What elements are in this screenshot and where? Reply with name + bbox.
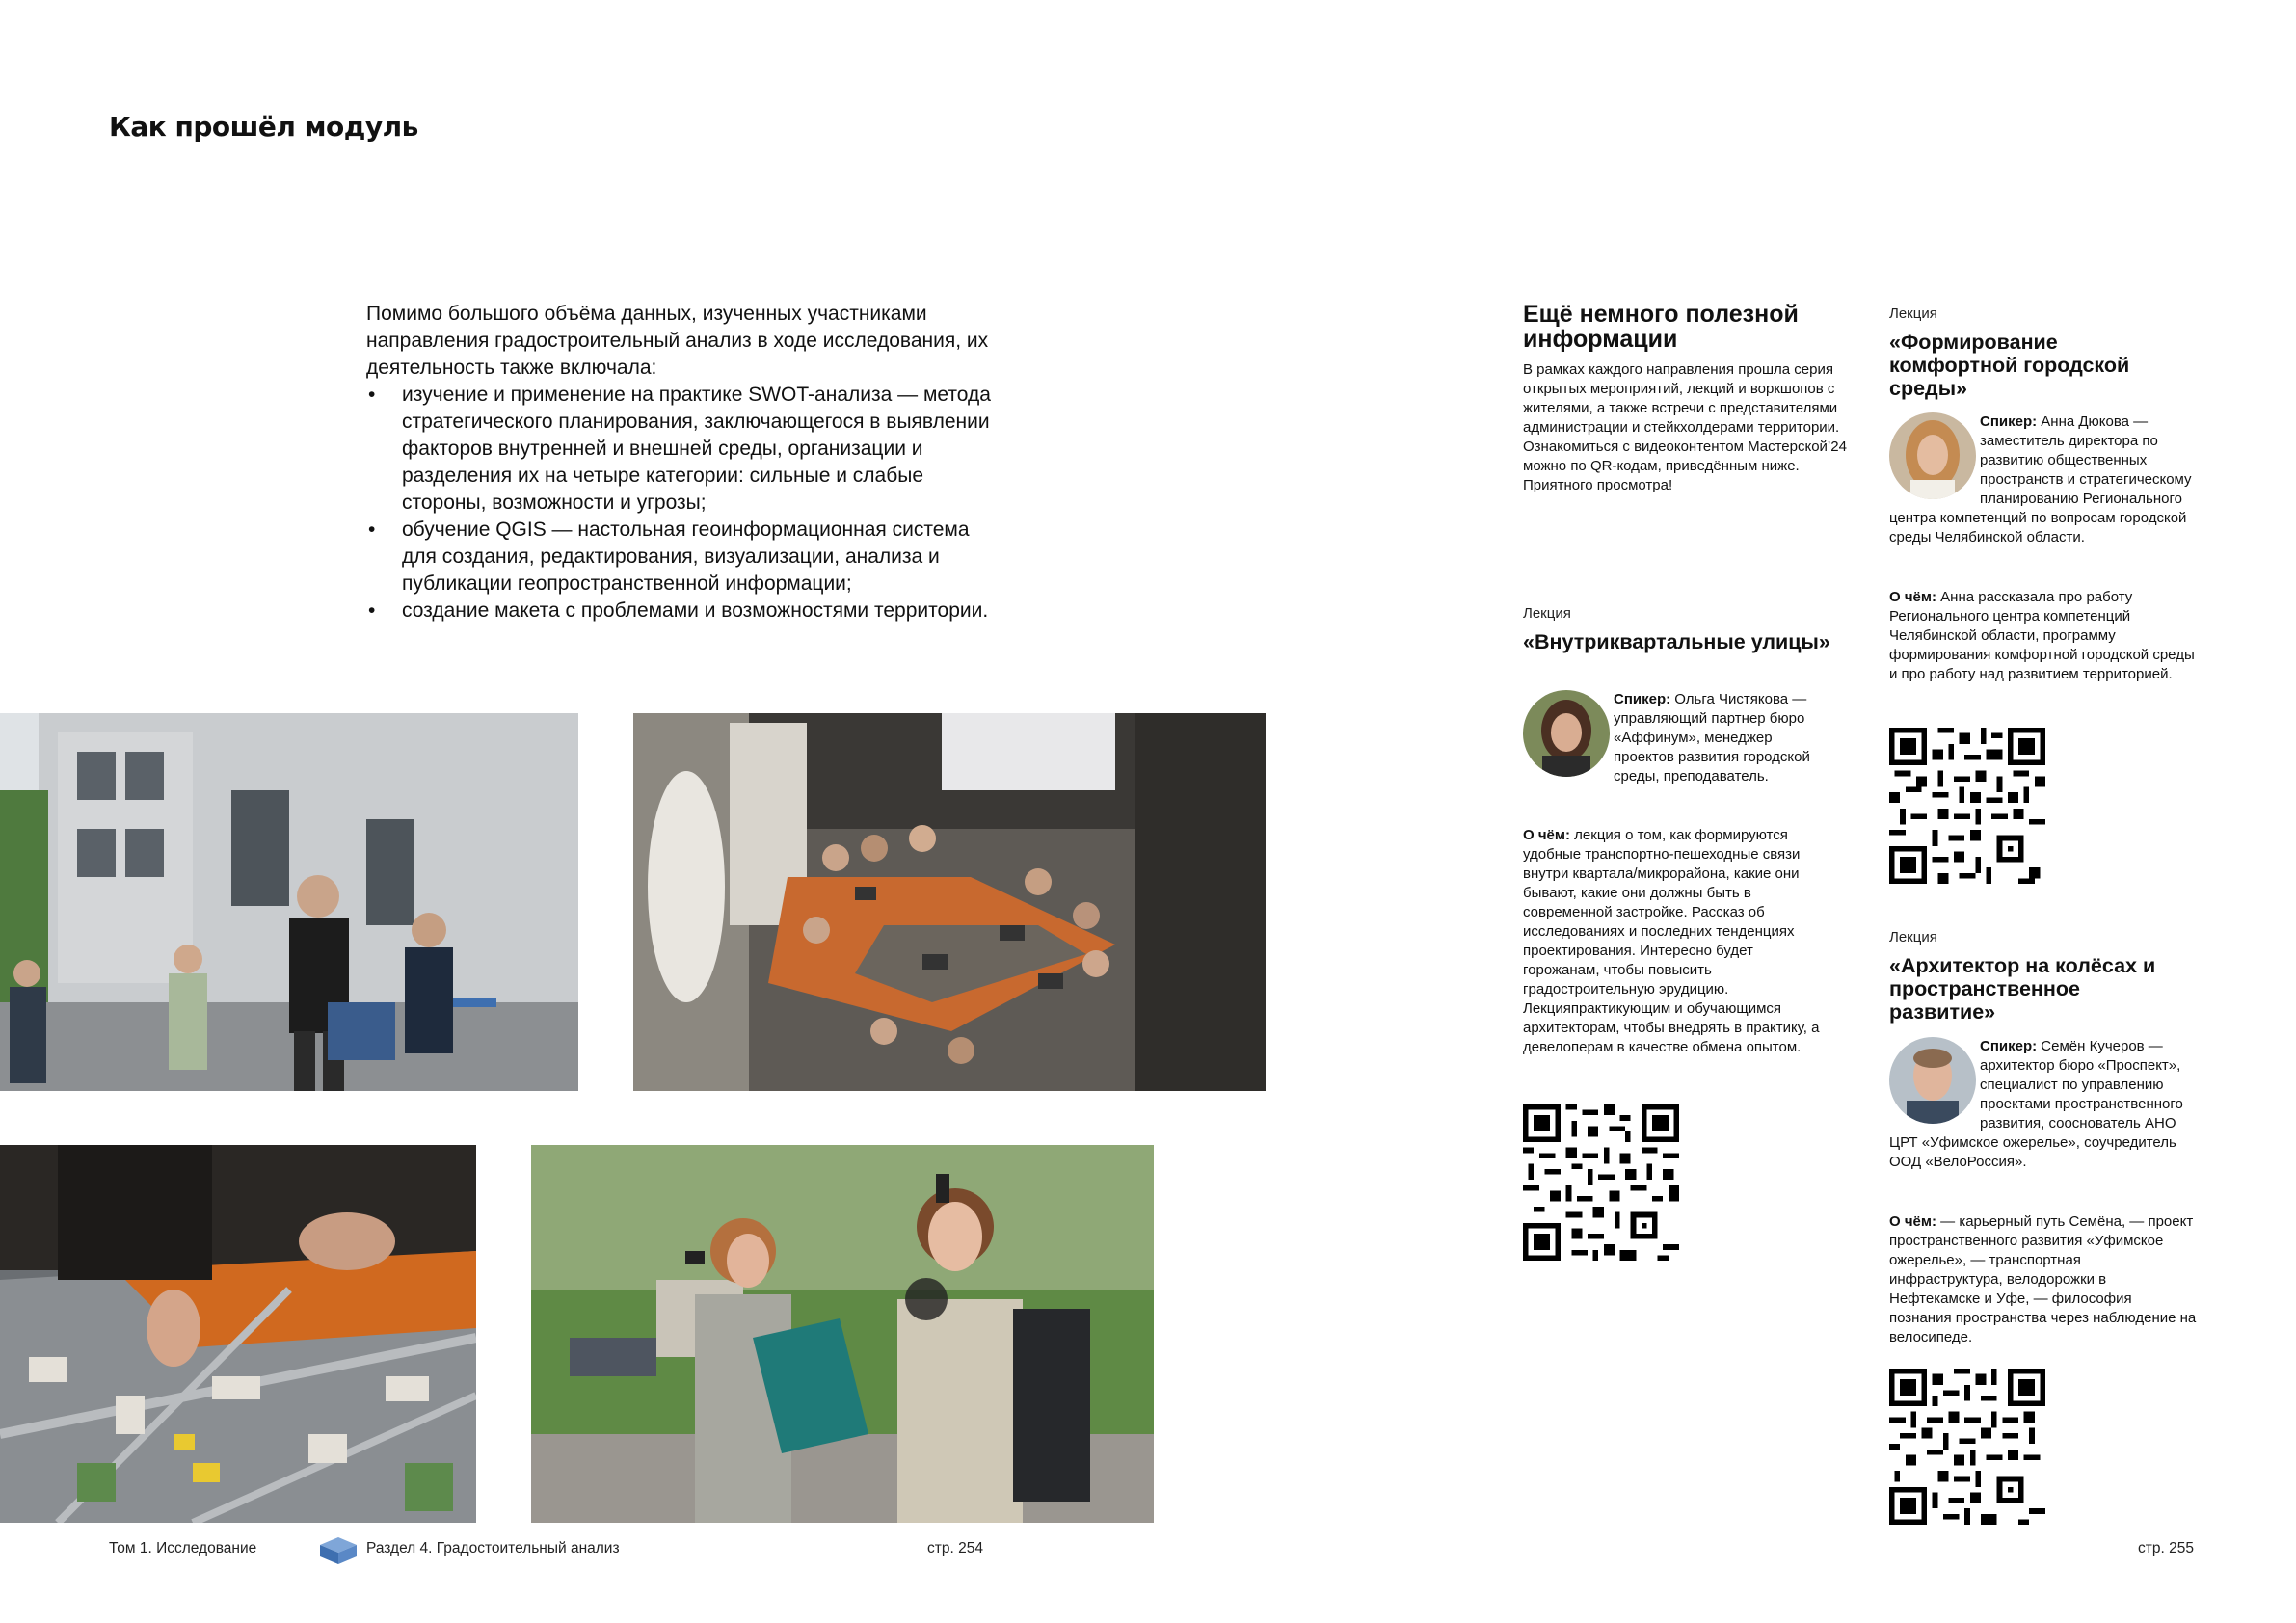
page-title: Как прошёл модуль [109,111,418,143]
section-cube-icon [318,1535,359,1566]
lecture-label: Лекция [1889,306,1937,322]
lecture-speaker [1523,690,1831,786]
about-text: Анна рассказала про работу Регионального центра компетенций Челябинской области, программу формирования комфортной городской среды и про работу над развитием территорией. [1889,589,2195,682]
photo-street-walk [0,713,578,1091]
lecture-label: Лекция [1889,929,1937,945]
photo-workshop-room [633,713,1266,1091]
lecture-about [1889,1212,2198,1347]
lecture-title: «Архитектор на колёсах и пространственное развитие» [1889,954,2156,1024]
about-label: О чём: [1523,827,1570,843]
speaker-label: Спикер: [1614,691,1671,707]
about-label: О чём: [1889,589,1936,605]
footer-page-right: стр. 255 [2138,1540,2194,1556]
about-text: лекция о том, как формируются удобные транспортно-пешеходные связи внутри квартала/микрорайона, какие они бывают, какие они должны быть в современной застройке. Рассказ об исследованиях и последних тенденциях проектирования. Интересно будет горожанам, чтобы повысить градостроительную эрудицию. Лекцияпрактикующим и обучающимся архитекторам, чтобы внедрять в практику, а девелоперам в качестве обмена опытом. [1523,827,1820,1055]
qr-code[interactable] [1889,1369,2045,1525]
intro-bullet: • обучение QGIS — настольная геоинформационная система для создания, редактирования, визуализации, анализа и публикации геопространственной информации; [366,517,1002,598]
lecture-speaker [1889,412,2198,547]
speaker-avatar [1523,690,1610,777]
photo-city-model [0,1145,476,1523]
info-body: В рамках каждого направления прошла серия открытых мероприятий, лекций и воркшопов с жителями, а также встречи с представителями администрации и стейкхолдерами территории. Ознакомиться с видеоконтентом Мастерской’24 можно по QR-кодам, приведённым ниже. Приятного просмотра! [1523,361,1847,493]
lecture-speaker [1889,1037,2198,1172]
footer-section: Раздел 4. Градостоительный анализ [366,1540,620,1556]
intro-bullet: • создание макета с проблемами и возможностями территории. [366,598,1002,625]
qr-code[interactable] [1523,1104,1679,1261]
speaker-text: Семён Кучеров — архитектор бюро «Проспект», специалист по управлению проектами пространственного развития, сооснователь АНО ЦРТ «Уфимское ожерелье», соучредитель ООД «ВелоРоссия». [1889,1038,2183,1170]
intro-bullet: • изучение и применение на практике SWOT-анализа — метода стратегического планирования, заключающегося в выявлении факторов внутренней и внешней среды, организации и разделения их на четыре категории: сильные и слабые стороны, возможности и угрозы; [366,382,1002,517]
speaker-label: Спикер: [1980,1038,2038,1054]
lecture-about [1889,588,2198,684]
intro-paragraph: Помимо большого объёма данных, изученных участниками направления градостроительный анализ в ходе исследования, их деятельность также включала: [366,303,989,379]
lecture-label: Лекция [1523,605,1571,622]
lecture-about [1523,826,1831,1057]
intro-text [366,301,1002,625]
speaker-text: Ольга Чистякова — управляющий партнер бюро «Аффинум», менеджер проектов развития городской среды, преподаватель. [1614,691,1810,785]
qr-code[interactable] [1889,728,2045,884]
photo-field-research [531,1145,1154,1523]
lecture-title: «Формирование комфортной городской среды» [1889,331,2130,400]
intro-bullet-list [366,382,1002,625]
about-text: — карьерный путь Семёна, — проект пространственного развития «Уфимское ожерелье», — транспортная инфраструктура, велодорожки в Нефтекамске и Уфе, — философия познания пространства через наблюдение на велосипеде. [1889,1213,2197,1345]
about-label: О чём: [1889,1213,1936,1230]
info-title: Ещё немного полезной информации [1523,301,1799,353]
speaker-label: Спикер: [1980,413,2038,430]
lecture-title: «Внутриквартальные улицы» [1523,630,1830,653]
footer-page-left: стр. 254 [927,1540,983,1556]
speaker-avatar [1889,1037,1976,1124]
speaker-avatar [1889,412,1976,499]
footer-volume: Том 1. Исследование [109,1540,257,1556]
speaker-text: Анна Дюкова — заместитель директора по развитию общественных пространств и стратегическому планированию Регионального центра компетенций по вопросам городской среды Челябинской области. [1889,413,2192,545]
